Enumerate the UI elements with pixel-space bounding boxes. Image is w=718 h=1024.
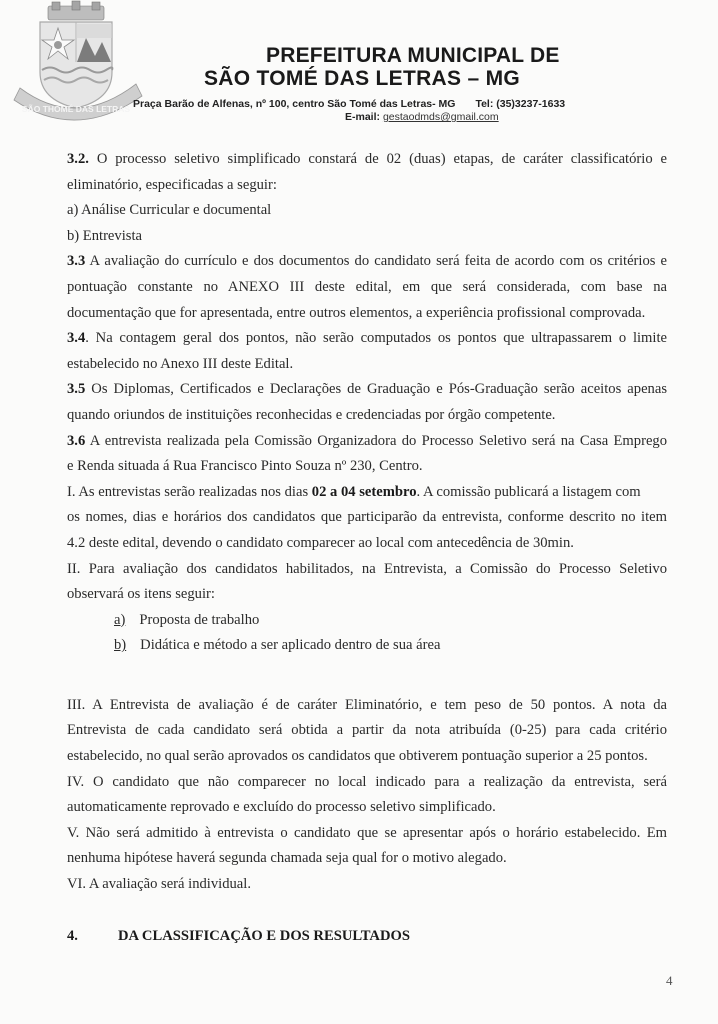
clause-number: 3.6: [67, 432, 86, 449]
item-iii-line2: Entrevista de cada candidato será obtida a partir da nota atribuída (0-25) para cada critério: [67, 722, 667, 739]
clause-text: O processo seletivo simplificado constará de 02 (duas) etapas, de caráter classificatório e: [96, 151, 668, 167]
email-link[interactable]: gestaodmds@gmail.com: [382, 111, 499, 123]
email-label: E-mail:: [345, 111, 381, 123]
header-title-line1: PREFEITURA MUNICIPAL DE: [266, 44, 560, 67]
paragraph-3-5-line1: [67, 377, 667, 403]
criteria-label: b): [114, 637, 127, 654]
stage-b: b) Entrevista: [67, 227, 142, 244]
clause-text: A entrevista realizada pela Comissão Organizadora do Processo Seletivo será na Casa Emprego: [89, 432, 668, 449]
page-number: 4: [666, 973, 673, 988]
criteria-item: [67, 633, 667, 659]
paragraph-3-4-line1: [67, 326, 667, 352]
clause-number: 3.4: [67, 330, 86, 347]
header-email-line: [345, 111, 499, 123]
clause-number: 3.2.: [67, 151, 89, 167]
item-v-line1: V. Não será admitido à entrevista o candidato que se apresentar após o horário estabelecido. Em: [67, 824, 667, 841]
section-number: 4.: [67, 928, 78, 944]
clause-text: Os Diplomas, Certificados e Declarações de Graduação e Pós-Graduação serão aceitos apenas: [91, 381, 667, 398]
item-i-text: I. As entrevistas serão realizadas nos dias: [67, 483, 309, 500]
criteria-item: [67, 608, 667, 634]
header-address-line: [133, 98, 565, 110]
item-iv-line2: automaticamente reprovado e excluído do processo seletivo simplificado.: [67, 799, 496, 816]
spacer: [67, 659, 667, 693]
svg-text:SÃO THOMÉ DAS LETRAS: SÃO THOMÉ DAS LETRAS: [21, 104, 131, 114]
interview-dates: 02 a 04 setembro: [311, 483, 417, 500]
clause-number: 3.5: [67, 381, 86, 398]
item-i-text-cont: . A comissão publicará a listagem com: [416, 483, 641, 500]
item-ii-line1: II. Para avaliação dos candidatos habilitados, na Entrevista, a Comissão do Processo Seletivo: [67, 560, 667, 577]
criteria-text: Proposta de trabalho: [139, 611, 260, 628]
crown-icon: [48, 1, 104, 20]
paragraph-3-6-line2: e Renda situada á Rua Francisco Pinto Souza nº 230, Centro.: [67, 458, 423, 475]
item-v-line2: nenhuma hipótese haverá segunda chamada seja qual for o motivo alegado.: [67, 850, 507, 867]
paragraph-3-3-line2: pontuação constante no ANEXO III deste edital, em que será considerada, com base na: [67, 278, 667, 295]
paragraph-3-2-line2: eliminatório, especificadas a seguir:: [67, 176, 277, 193]
item-i-line3: 4.2 deste edital, devendo o candidato comparecer ao local com antecedência de 30min.: [67, 534, 574, 551]
item-vi-line1: VI. A avaliação será individual.: [67, 876, 251, 893]
stage-a: a) Análise Curricular e documental: [67, 202, 272, 219]
paragraph-3-5-line2: quando oriundos de instituições reconhecidas e credenciadas por órgão competente.: [67, 406, 556, 423]
paragraph-3-3-line3: documentação que for apresentada, entre outros elementos, a experiência profissional comprovada.: [67, 304, 646, 321]
item-i-line1: [67, 480, 667, 506]
item-iii-line3: estabelecido, no qual serão aprovados os candidatos que obtiverem pontuação superior a 25 pontos.: [67, 748, 648, 765]
paragraph-3-2-line1: [67, 147, 667, 173]
paragraph-3-3-line1: [67, 249, 667, 275]
section-4-heading: [67, 928, 410, 945]
item-iii-line1: III. A Entrevista de avaliação é de caráter Eliminatório, e tem peso de 50 pontos. A nota da: [67, 696, 667, 713]
clause-text: . Na contagem geral dos pontos, não serão computados os pontos que ultrapassarem o limite: [85, 330, 667, 347]
criteria-text: Didática e método a ser aplicado dentro de sua área: [140, 637, 441, 654]
item-i-line2: os nomes, dias e horários dos candidatos que participarão da entrevista, conforme descrito no item: [67, 509, 667, 526]
paragraph-3-4-line2: estabelecido no Anexo III deste Edital.: [67, 355, 294, 372]
clause-number: 3.3: [67, 253, 86, 270]
header-title-line2: SÃO TOMÉ DAS LETRAS – MG: [204, 67, 521, 90]
header-address: Praça Barão de Alfenas, nº 100, centro São Tomé das Letras- MG: [133, 98, 456, 110]
item-iv-line1: IV. O candidato que não comparecer no local indicado para a realização da entrevista, será: [67, 773, 667, 790]
document-body: [67, 147, 667, 898]
section-title: DA CLASSIFICAÇÃO E DOS RESULTADOS: [118, 928, 410, 944]
paragraph-3-6-line1: [67, 429, 667, 455]
item-ii-line2: observará os itens seguir:: [67, 586, 215, 603]
header-phone: Tel: (35)3237-1633: [475, 98, 566, 110]
criteria-label: a): [114, 611, 126, 628]
clause-text: A avaliação do currículo e dos documentos do candidato será feita de acordo com os critérios e: [89, 253, 668, 270]
municipal-crest-logo: [10, 0, 150, 130]
